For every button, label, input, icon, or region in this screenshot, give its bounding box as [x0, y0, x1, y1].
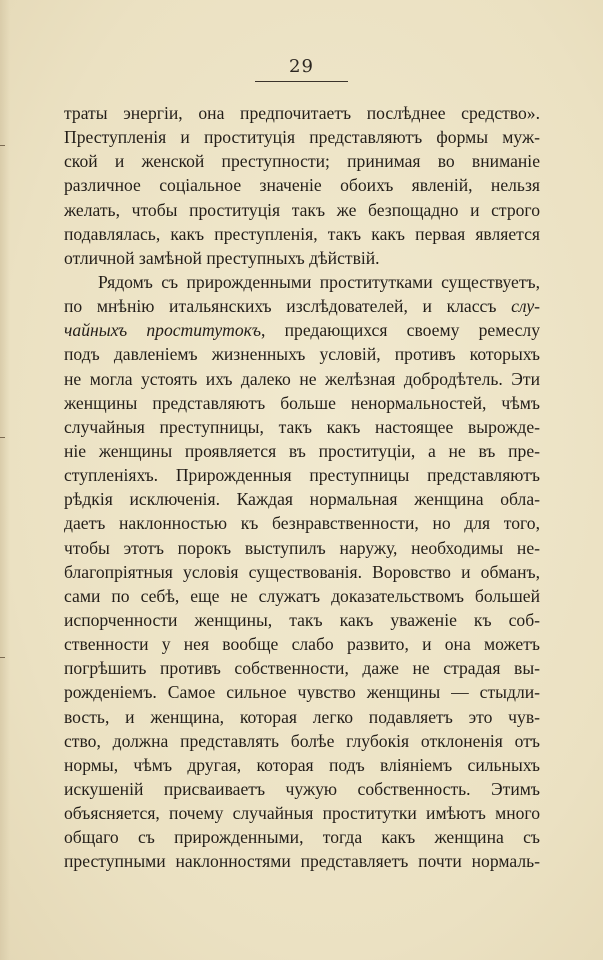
text-line: отличной замѣной преступныхъ дѣйствій. — [64, 247, 380, 268]
italic-text-run: слу- — [511, 296, 540, 317]
text-line: объясняется, почему случайныя проститутки имѣютъ много — [64, 803, 540, 824]
text-line: рѣдкія исключенія. Каждая нормальная женщина обла- — [64, 489, 540, 510]
text-line: нормы, чѣмъ другая, которая подъ вліяніемъ сильныхъ — [64, 754, 540, 775]
text-line: даетъ наклонностью къ безнравственности, но для того, — [64, 513, 540, 534]
text-line: ступленіяхъ. Прирожденныя преступницы представляютъ — [64, 465, 540, 486]
text-line: чтобы этотъ порокъ выступилъ наружу, необходимы не- — [64, 537, 540, 558]
text-line: Преступленія и проституція представляютъ формы муж- — [64, 127, 540, 148]
text-line: рожденіемъ. Самое сильное чувство женщины — стыдли- — [64, 682, 540, 703]
italic-text-run: чайныхъ проститутокъ — [64, 320, 261, 341]
text-line: траты энергіи, она предпочитаетъ послѣднее средство». — [64, 103, 540, 123]
text-line: испорченности женщины, такъ какъ уваженіе къ соб- — [64, 609, 540, 630]
page-binding-edge — [0, 0, 10, 960]
margin-mark — [0, 437, 5, 438]
text-line: ственности у нея вообще слабо развито, и она можетъ — [64, 634, 540, 655]
text-line: различное соціальное значеніе обоихъ явленій, нельзя — [64, 175, 540, 196]
text-line: сами по себѣ, еще не служатъ доказательствомъ большей — [64, 585, 540, 606]
text-line: преступными наклонностями представляетъ почти нормаль- — [64, 851, 540, 872]
text-line: случайныя преступницы, такъ какъ настоящее вырожде- — [64, 416, 540, 437]
text-run: по мнѣнію итальянскихъ изслѣдователей, и классъ — [64, 296, 512, 317]
text-line — [64, 318, 540, 342]
margin-mark — [0, 657, 5, 658]
text-line: Рядомъ съ прирожденными проститутками существуетъ, — [98, 271, 540, 292]
text-line: подъ давленіемъ жизненныхъ условій, противъ которыхъ — [64, 344, 540, 365]
text-line: ской и женской преступности; принимая во вниманіе — [64, 151, 540, 172]
text-line: ніе женщины проявляется въ проституціи, а не въ пре- — [64, 440, 540, 461]
page-number: 29 — [289, 56, 314, 77]
header-rule — [255, 81, 348, 82]
text-line: ство, должна представлять болѣе глубокія отклоненія отъ — [64, 730, 540, 751]
text-line: желать, чтобы проституція такъ же безпощадно и строго — [64, 199, 540, 220]
text-line: общаго съ прирожденными, тогда какъ женщина съ — [64, 827, 540, 848]
text-line: вость, и женщина, которая легко подавляетъ это чув- — [64, 706, 540, 727]
text-run: , предающихся своему ремеслу — [261, 320, 540, 341]
text-line: искушеній присваиваетъ чужую собственность. Этимъ — [64, 778, 540, 799]
text-line: погрѣшить противъ собственности, даже не страдая вы- — [64, 658, 540, 679]
margin-mark — [0, 145, 5, 146]
text-line: не могла устоять ихъ далеко не желѣзная добродѣтель. Эти — [64, 368, 540, 389]
body-text — [64, 101, 540, 874]
text-line: женщины представляютъ больше ненормальностей, чѣмъ — [64, 392, 540, 413]
text-line: подавлялась, какъ преступленія, такъ какъ первая является — [64, 223, 540, 244]
text-line — [64, 294, 540, 318]
text-line: благопріятныя условія существованія. Воровство и обманъ, — [64, 561, 540, 582]
